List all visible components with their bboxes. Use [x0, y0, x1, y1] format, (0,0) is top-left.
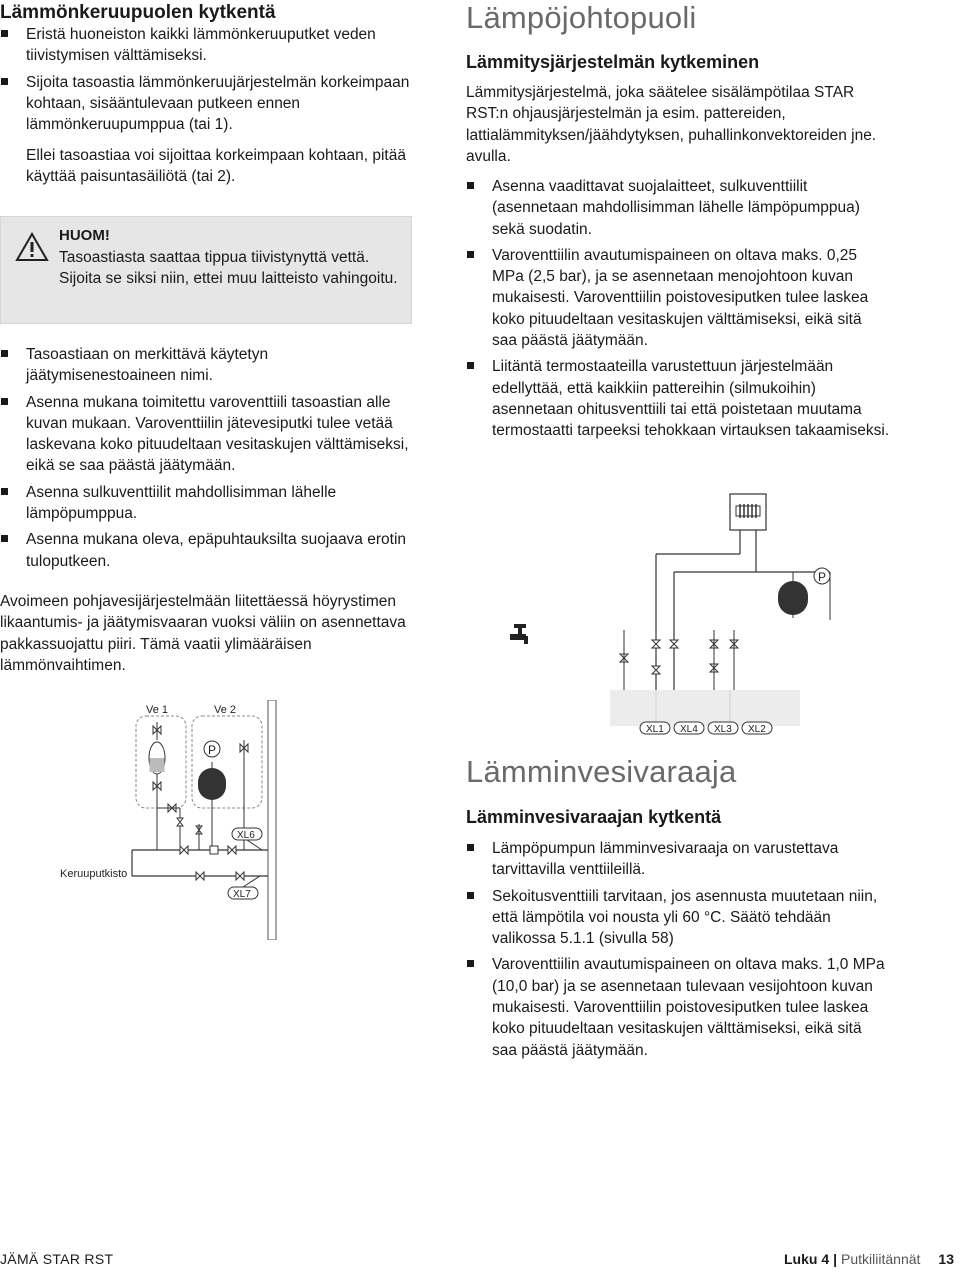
page-number: 13	[938, 1251, 954, 1267]
right-heading: Lämpöjohtopuoli	[466, 0, 697, 35]
left-paragraph: Avoimeen pohjavesijärjestelmään liitettäessä höyrystimen likaantumis- ja jäätymisvaaran vuoksi väliin on asennettava pakkassuojattu piiri. Tämä vaatii ylimääräisen lämmönvaihtimen.	[0, 593, 406, 674]
right-heading-2: Lämminvesivaraaja	[466, 754, 737, 789]
right-subheading-2: Lämminvesivaraajan kytkentä	[466, 807, 722, 827]
list-item: Tasoastiaan on merkittävä käytetyn jäätymisenestoaineen nimi.	[0, 344, 412, 387]
list-item: Asenna mukana toimitettu varoventtiili tasoastian alle kuvan mukaan. Varoventtiilin jätevesiputki tulee vetää laskevana koko pituudeltaan vesitaskujen välttämiseksi, eikä se saa päästä jäätymään.	[0, 392, 412, 477]
heating-diagram	[500, 490, 860, 740]
footer-chapter: Luku 4	[783, 1251, 830, 1267]
radiator-icon	[736, 504, 760, 518]
xl7-label: XL7	[233, 889, 251, 900]
list-item: Varoventtiilin avautumispaineen on oltava maks. 0,25 MPa (2,5 bar), ja se asennetaan menojohtoon kuvan mukaisesti. Varoventtiilin poistovesiputken tulee laskea koko pituudeltaan vesitaskujen välttämiseksi, eikä sitä saa päästä jäätymään.	[466, 245, 890, 351]
warning-title: HUOM!	[59, 227, 110, 244]
left-bullets-top	[0, 24, 412, 135]
ve2-label: Ve 2	[214, 704, 237, 716]
warning-icon	[15, 231, 49, 263]
xl6-label: XL6	[237, 830, 255, 841]
left-bullets-bottom	[0, 344, 412, 572]
list-item: Asenna vaadittavat suojalaitteet, sulkuventtiilit (asennetaan mahdollisimman lähelle lämpöpumppua) sekä suodatin.	[466, 176, 890, 240]
list-item: Liitäntä termostaateilla varustettuun järjestelmään edellyttää, että kaikkiin pattereihin (silmukoihin) asennetaan ohitusventtiili tai että poistetaan muutama termostaatti tarpeeksi tehokkaan virtauksen takaamiseksi.	[466, 356, 890, 441]
left-note: Ellei tasoastiaa voi sijoittaa korkeimpaan kohtaan, pitää käyttää paisuntasäiliötä (tai 2).	[26, 147, 406, 186]
p-label-left: P	[208, 743, 217, 757]
collector-diagram	[50, 700, 350, 940]
right-bullets-2	[466, 838, 890, 1061]
left-heading: Lämmönkeruupuolen kytkentä	[0, 2, 276, 23]
list-item: Lämpöpumpun lämminvesivaraaja on varustettava tarvittavilla venttiileillä.	[466, 838, 890, 881]
right-subheading: Lämmitysjärjestelmän kytkeminen	[466, 52, 760, 72]
footer-nav	[784, 1251, 954, 1267]
ve1-label: Ve 1	[146, 704, 169, 716]
footer-separator: |	[833, 1251, 838, 1267]
list-item: Asenna mukana oleva, epäpuhtauksilta suojaava erotin tuloputkeen.	[0, 529, 412, 572]
xl1-label: XL1	[646, 724, 664, 735]
xl3-label: XL3	[714, 724, 732, 735]
xl2-label: XL2	[748, 724, 766, 735]
xl4-label: XL4	[680, 724, 698, 735]
right-bullets	[466, 176, 890, 442]
list-item: Sekoitusventtiili tarvitaan, jos asennusta muutetaan niin, että lämpötila voi nousta yli 60 °C. Säätö tehdään valikossa 5.1.1 (sivulla 58)	[466, 886, 890, 950]
footer-section: Putkiliitännät	[841, 1251, 921, 1267]
footer-product: JÄMÄ STAR RST	[0, 1251, 114, 1267]
p-label-right: P	[818, 570, 827, 584]
keruuputkisto-label: Keruuputkisto	[60, 868, 128, 880]
list-item: Sijoita tasoastia lämmönkeruujärjestelmän korkeimpaan kohtaan, sisääntulevaan putkeen ennen lämmönkeruupumppua (tai 1).	[0, 72, 412, 136]
warning-text: Tasoastiasta saattaa tippua tiivistynyttä vettä. Sijoita se siksi niin, ettei muu laitteisto vahingoitu.	[59, 249, 398, 288]
list-item: Asenna sulkuventtiilit mahdollisimman lähelle lämpöpumppua.	[0, 482, 412, 525]
list-item: Eristä huoneiston kaikki lämmönkeruuputket veden tiivistymisen välttämiseksi.	[0, 24, 412, 67]
list-item: Varoventtiilin avautumispaineen on oltava maks. 1,0 MPa (10,0 bar) ja se asennetaan tulevaan vesijohtoon kuvan mukaisesti. Varoventtiilin poistovesiputken tulee laskea koko pituudeltaan vesitaskujen välttämiseksi, eikä sitä saa päästä jäätymään.	[466, 954, 890, 1060]
tap-icon	[510, 624, 528, 644]
warning-box	[0, 216, 412, 324]
right-intro: Lämmitysjärjestelmä, joka säätelee sisälämpötilaa STAR RST:n ohjausjärjestelmän ja esim. pattereiden, lattialämmityksen/jäähdytyksen, puhallinkonvektoreiden jne. avulla.	[466, 84, 877, 165]
